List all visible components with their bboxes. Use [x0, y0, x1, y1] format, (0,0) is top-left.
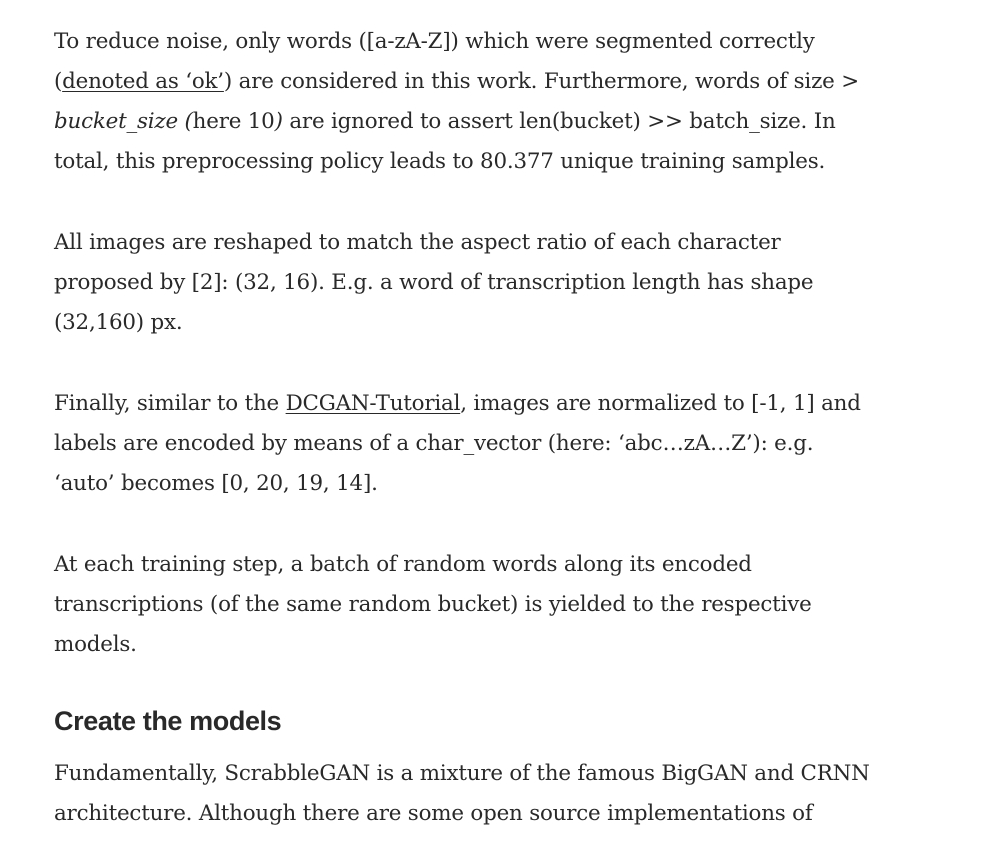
- article-body: [54, 22, 934, 834]
- text-line: (32,160) px.: [54, 310, 183, 335]
- paragraph-normalize: [54, 384, 934, 504]
- text-segment: To reduce noise, only words ([a-zA-Z]) which were segmented correctly: [54, 29, 815, 54]
- text-segment: total, this preprocessing policy leads to 80.377 unique training samples.: [54, 149, 826, 174]
- text-segment: are ignored to assert len(bucket) >> batch_size. In: [282, 109, 836, 134]
- emphasis-paren: ): [274, 109, 283, 134]
- text-line: architecture. Although there are some open source implementations of: [54, 801, 813, 826]
- text-line: At each training step, a batch of random words along its encoded: [54, 552, 752, 577]
- text-segment: Finally, similar to the: [54, 391, 286, 416]
- text-line: labels are encoded by means of a char_vector (here: ‘abc…zA…Z’): e.g.: [54, 431, 814, 456]
- section-heading: Create the models: [54, 706, 282, 736]
- text-line: Fundamentally, ScrabbleGAN is a mixture of the famous BigGAN and CRNN: [54, 761, 870, 786]
- text-line: ‘auto’ becomes [0, 20, 19, 14].: [54, 471, 378, 496]
- text-line: All images are reshaped to match the aspect ratio of each character: [54, 230, 781, 255]
- text-segment: (: [54, 69, 63, 94]
- paragraph-preprocessing: [54, 22, 934, 182]
- text-line: proposed by [2]: (32, 16). E.g. a word of transcription length has shape: [54, 270, 814, 295]
- text-line: models.: [54, 632, 137, 657]
- text-segment: , images are normalized to [-1, 1] and: [460, 391, 861, 416]
- denoted-ok-link[interactable]: denoted as ‘ok’: [62, 69, 224, 94]
- text-segment: ) are considered in this work. Furthermore, words of size >: [223, 69, 859, 94]
- text-segment: here 10: [192, 109, 275, 134]
- text-line: transcriptions (of the same random bucket) is yielded to the respective: [54, 592, 812, 617]
- emphasis-bucket-size: bucket_size (: [54, 109, 193, 134]
- paragraph-models: [54, 754, 934, 834]
- dcgan-tutorial-link[interactable]: DCGAN-Tutorial: [285, 391, 461, 416]
- paragraph-training-step: [54, 545, 934, 665]
- paragraph-reshape: [54, 223, 934, 343]
